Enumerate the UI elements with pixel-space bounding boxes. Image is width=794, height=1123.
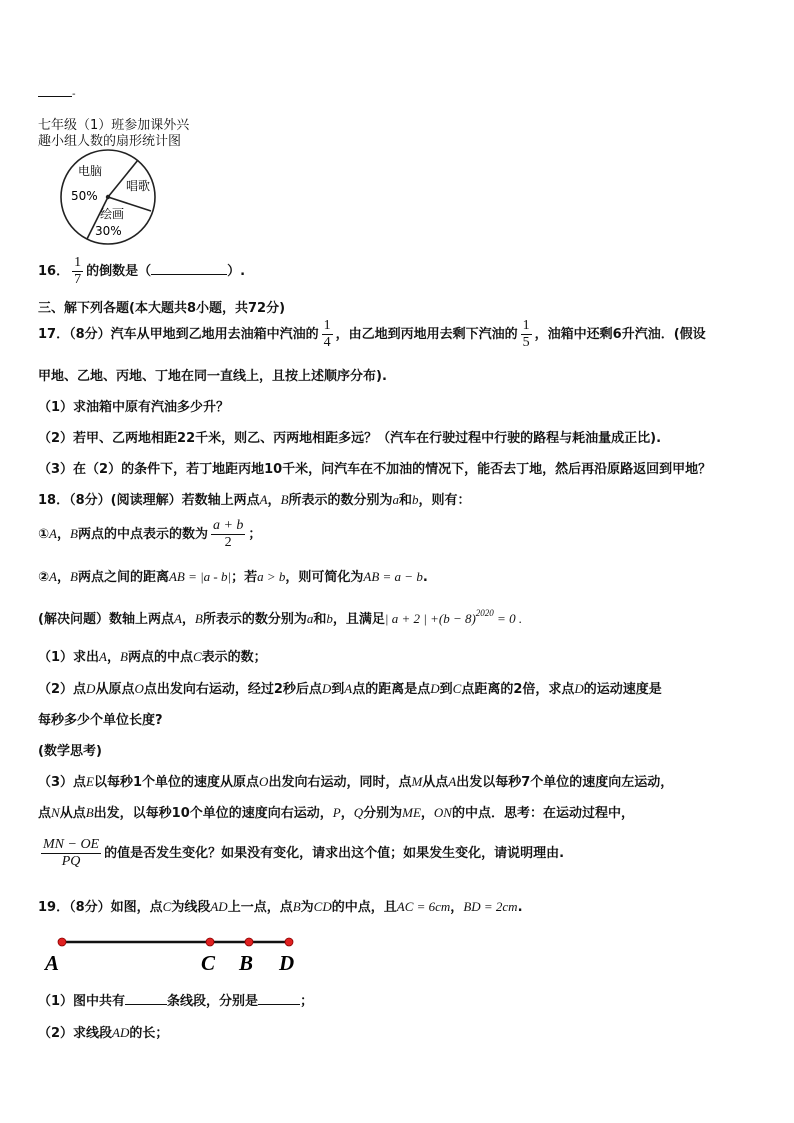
q18-thinking-heading: (数学思考) — [38, 744, 102, 759]
q16-text-b: ）. — [227, 264, 246, 279]
q18-intro — [38, 489, 471, 508]
point-c-dot — [206, 938, 214, 946]
solve-text-a: (解决问题）数轴上两点 — [38, 612, 174, 627]
p2-text-b: 从原点 — [95, 682, 135, 697]
q18-part2 — [38, 678, 662, 697]
q17-number: 17． — [38, 327, 70, 342]
q19-bd-length: BD = 2cm — [463, 899, 518, 914]
q18-number: 18． — [38, 493, 70, 508]
p3-l2-text-e: 的中点．思考：在运动过程中， — [451, 806, 634, 821]
q19-p2-segment: AD — [112, 1025, 130, 1040]
q19-point-b: B — [292, 899, 301, 914]
condition-exponent: 2020 — [475, 608, 494, 618]
p2-text-f: 到 — [439, 682, 453, 697]
q17-line1 — [38, 318, 706, 352]
p3-frac-num: MN − OE — [43, 837, 100, 852]
q17-text3: ，油箱中还剩6升汽油．(假设 — [534, 327, 706, 342]
q19-segment-cd: CD — [313, 899, 332, 914]
pie-slice-label-singing: 唱歌 — [126, 179, 151, 193]
q19-p1-text-a: （1）图中共有 — [38, 994, 126, 1009]
p3-text-c: 出发向右运动，同时，点 — [268, 775, 412, 790]
midpoint-frac-num: a + b — [212, 518, 244, 533]
p3-frac-den: PQ — [61, 854, 81, 869]
q19-part2 — [38, 1022, 168, 1041]
p2-text-c: 点出发向右运动，经过2秒后点 — [143, 682, 322, 697]
q17-points: （8分） — [69, 327, 111, 342]
q16-number: 16． — [38, 264, 70, 279]
p2-point-d-4: D — [574, 681, 584, 696]
condition-expression: | a + 2 | +(b − 8) — [384, 611, 476, 626]
question-16 — [38, 255, 245, 289]
q16-answer-blank — [151, 262, 227, 275]
distance-formula: AB = |a - b| — [168, 569, 232, 584]
p2-point-d-2: D — [321, 681, 332, 696]
solve-text-c: ，且满足 — [332, 612, 385, 627]
p3-point-p: P — [332, 805, 341, 820]
solve-var-b: b — [326, 611, 333, 626]
p3-point-a: A — [448, 774, 457, 789]
figure-label-d: D — [279, 951, 295, 975]
p2-point-c: C — [452, 681, 462, 696]
p3-point-o: O — [259, 774, 269, 789]
solve-sep: ， — [181, 612, 195, 627]
rule2-mark: ② — [38, 570, 50, 585]
rule1-sep: ， — [56, 527, 70, 542]
q18-rule2 — [38, 566, 428, 585]
q18-rule1 — [38, 517, 261, 552]
rule1-text: 两点的中点表示的数为 — [77, 527, 208, 542]
p3-l2-sep: ， — [340, 806, 354, 821]
q18-part3-line2 — [38, 802, 634, 821]
p3-l2-text-d: 分别为 — [363, 806, 403, 821]
q16-text-a: 的倒数是（ — [86, 264, 152, 279]
p3-text-d: 从点 — [422, 775, 449, 790]
q16-fraction — [72, 255, 83, 288]
q17-f2-num: 1 — [522, 318, 530, 333]
rule2-mid2: ，则可简化为 — [285, 570, 364, 585]
q18-part1 — [38, 646, 267, 665]
q18-intro-c: ，则有： — [418, 493, 471, 508]
rule1-end: ； — [248, 527, 262, 542]
q19-p1-text-b: 条线段，分别是 — [167, 994, 259, 1009]
rule2-sep: ， — [56, 570, 70, 585]
q17-text1: 汽车从甲地到乙地用去油箱中汽油的 — [110, 327, 319, 342]
p3-segment-me: ME — [402, 805, 421, 820]
rule2-text: 两点之间的距离 — [77, 570, 169, 585]
p3-point-m: M — [411, 774, 423, 789]
answer-blank-top — [38, 86, 76, 101]
q17-f1-den: 4 — [323, 335, 331, 350]
rule2-point-a: A — [49, 569, 57, 584]
p1-point-b: B — [120, 649, 128, 664]
q17-fraction-2 — [521, 318, 532, 351]
q19-text-d: 为 — [300, 900, 314, 915]
q18-sep: ， — [267, 493, 281, 508]
figure-label-c: C — [201, 951, 216, 975]
q19-points: （8分） — [69, 900, 111, 915]
q19-text-e: 的中点，且 — [331, 900, 397, 915]
rule1-point-a: A — [49, 526, 57, 541]
midpoint-frac-den: 2 — [224, 535, 232, 550]
q18-part3 — [38, 771, 673, 790]
p3-l2-text-c: 出发，以每秒10个单位的速度向右运动， — [93, 806, 333, 821]
p2-text-g: 点距离的2倍，求点 — [461, 682, 575, 697]
figure-label-b: B — [239, 951, 254, 975]
q17-f1-num: 1 — [323, 318, 331, 333]
blank-suffix: - — [72, 89, 76, 100]
p1-point-a: A — [99, 649, 107, 664]
solve-point-a: A — [173, 611, 182, 626]
q18-and: 和 — [399, 493, 413, 508]
rule2-end: . — [422, 570, 428, 585]
p3-fraction — [41, 837, 101, 870]
q19-part1 — [38, 990, 313, 1009]
p2-text-e: 点的距离是点 — [352, 682, 431, 697]
q17-line2: 甲地、乙地、丙地、丁地在同一直线上，且按上述顺序分布). — [38, 369, 387, 384]
q17-part1: （1）求油箱中原有汽油多少升？ — [38, 400, 230, 415]
q19-p1-text-c: ； — [300, 994, 314, 1009]
p1-point-c: C — [192, 649, 202, 664]
p2-point-d-3: D — [430, 681, 440, 696]
rule2-condition: a > b — [257, 569, 286, 584]
distance-simplified: AB = a − b — [363, 569, 423, 584]
solve-point-b: B — [194, 611, 203, 626]
q19-sep: ， — [450, 900, 464, 915]
pie-center-dot — [106, 195, 110, 199]
q19-text-c: 上一点，点 — [227, 900, 293, 915]
q19-intro — [38, 896, 523, 915]
p1-sep: ， — [107, 650, 121, 665]
pie-slice-label-drawing: 绘画 — [100, 207, 125, 221]
var-a: a — [392, 492, 400, 507]
q17-part2: （2）若甲、乙两地相距22千米，则乙、丙两地相距多远？（汽车在行驶过程中行驶的路程与耗油量成正比). — [38, 431, 662, 446]
figure-label-a: A — [45, 951, 60, 975]
q19-p2-text-b: 的长； — [129, 1026, 169, 1041]
q18-points: （8分） — [69, 493, 111, 508]
q19-ac-length: AC = 6cm — [396, 899, 451, 914]
point-a-label: A — [259, 492, 268, 507]
q16-frac-den: 7 — [74, 272, 82, 287]
solve-text-b: 所表示的数分别为 — [202, 612, 307, 627]
p1-text-a: （1）求出 — [38, 650, 100, 665]
q18-intro-a: (阅读理解）若数轴上两点 — [110, 493, 260, 508]
rule1-point-b: B — [69, 526, 78, 541]
p2-point-o: O — [134, 681, 144, 696]
p2-text-a: （2）点 — [38, 682, 87, 697]
q18-intro-b: 所表示的数分别为 — [288, 493, 393, 508]
p3-point-b: B — [85, 805, 94, 820]
q19-end: . — [517, 900, 523, 915]
p2-point-a: A — [344, 681, 353, 696]
rule2-mid: ；若 — [231, 570, 258, 585]
p3-l2-text-b: 从点 — [59, 806, 86, 821]
q18-part3-line3 — [38, 834, 564, 874]
p2-point-d: D — [86, 681, 96, 696]
p3-point-q: Q — [353, 805, 364, 820]
p3-text-b: 以每秒1个单位的速度从原点 — [94, 775, 260, 790]
point-a-dot — [58, 938, 66, 946]
p2-text-h: 的运动速度是 — [583, 682, 662, 697]
q19-text-a: 如图，点 — [110, 900, 163, 915]
p2-text-d: 到 — [331, 682, 345, 697]
pie-slice-label-computer: 电脑 — [78, 164, 103, 178]
q17-fraction-1 — [322, 318, 333, 351]
q19-count-blank — [125, 992, 167, 1005]
q17-f2-den: 5 — [522, 335, 530, 350]
q17-part3: （3）在（2）的条件下，若丁地距丙地10千米，问汽车在不加油的情况下，能否去丁地，然后再沿原路返回到甲地？ — [38, 462, 712, 477]
p3-text-a: （3）点 — [38, 775, 87, 790]
q16-frac-num: 1 — [74, 255, 82, 270]
p3-l2-sep-2: ， — [420, 806, 434, 821]
var-b: b — [412, 492, 419, 507]
segment-figure — [40, 932, 300, 977]
p3-l2-text-a: 点 — [38, 806, 52, 821]
q17-text2: ，由乙地到丙地用去剩下汽油的 — [335, 327, 518, 342]
p3-segment-on: ON — [433, 805, 452, 820]
p1-text-b: 两点的中点 — [127, 650, 193, 665]
point-b-dot — [245, 938, 253, 946]
rule1-mark: ① — [38, 527, 50, 542]
q19-p2-text-a: （2）求线段 — [38, 1026, 113, 1041]
rule2-point-b: B — [69, 569, 78, 584]
q18-solve — [38, 608, 522, 627]
solve-and: 和 — [313, 612, 327, 627]
q19-list-blank — [258, 992, 300, 1005]
condition-tail: = 0 . — [493, 611, 523, 626]
point-d-dot — [285, 938, 293, 946]
pie-title-line2: 趣小组人数的扇形统计图 — [38, 134, 182, 149]
pie-title-line1: 七年级（1）班参加课外兴 — [38, 118, 190, 133]
section-3-heading: 三、解下列各题(本大题共8小题，共72分) — [38, 301, 286, 316]
p3-text-e: 出发以每秒7个单位的速度向左运动， — [456, 775, 674, 790]
q19-point-c: C — [162, 899, 172, 914]
q19-number: 19． — [38, 900, 70, 915]
q19-text-b: 为线段 — [171, 900, 211, 915]
p3-point-e: E — [86, 774, 94, 789]
solve-var-a: a — [306, 611, 314, 626]
q19-segment-ad: AD — [210, 899, 228, 914]
p3-point-n: N — [51, 805, 60, 820]
pie-slice-percent-drawing: 30% — [95, 224, 122, 238]
pie-slice-percent-computer: 50% — [71, 189, 98, 203]
p1-text-c: 表示的数； — [201, 650, 267, 665]
p3-l3-text: 的值是否发生变化？如果没有变化，请求出这个值；如果发生变化，请说明理由. — [104, 846, 565, 861]
q18-part2-line2: 每秒多少个单位长度? — [38, 713, 163, 728]
pie-chart — [50, 148, 170, 248]
midpoint-fraction — [211, 518, 245, 551]
point-b-label: B — [280, 492, 289, 507]
